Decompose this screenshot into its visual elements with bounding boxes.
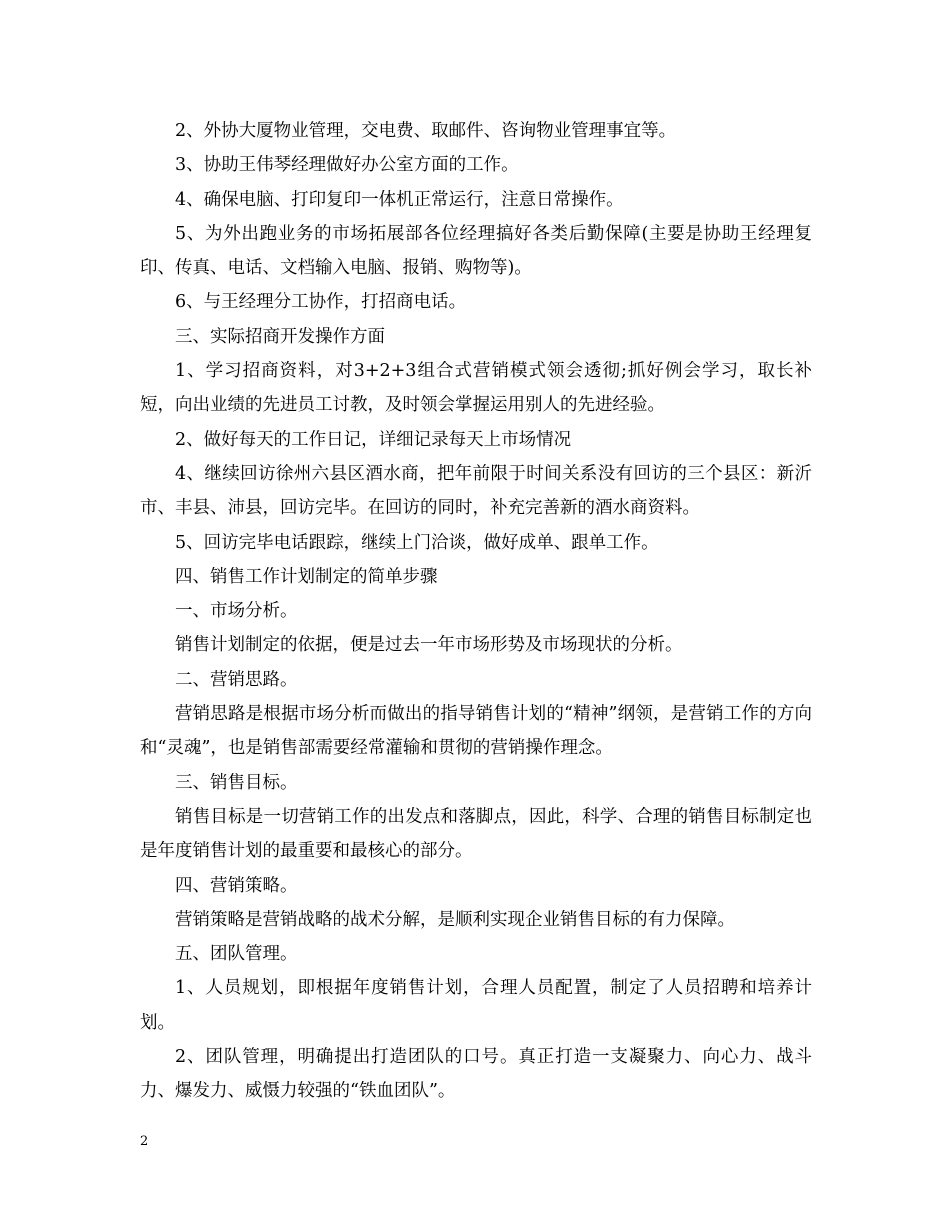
paragraph: 4、确保电脑、打印复印一体机正常运行，注意日常操作。 (175, 189, 624, 210)
subsection-heading: 一、市场分析。 (175, 601, 298, 622)
paragraph: 1、学习招商资料，对3+2+3组合式营销模式领会透彻;抓好例会学习，取长补短，向出业绩的先进员工讨教，及时领会掌握运用别人的先进经验。 (140, 361, 812, 416)
paragraph: 营销思路是根据市场分析而做出的指导销售计划的“精神”纲领，是营销工作的方向和“灵魂”，也是销售部需要经常灌输和贯彻的营销操作理念。 (140, 704, 812, 759)
paragraph: 营销策略是营销战略的战术分解，是顺利实现企业销售目标的有力保障。 (175, 909, 735, 930)
paragraph: 2、团队管理，明确提出打造团队的口号。真正打造一支凝聚力、向心力、战斗力、爆发力、威慑力较强的“铁血团队”。 (140, 1047, 812, 1102)
paragraph: 2、外协大厦物业管理，交电费、取邮件、咨询物业管理事宜等。 (175, 121, 677, 141)
paragraph: 5、为外出跑业务的市场拓展部各位经理搞好各类后勤保障(主要是协助王经理复印、传真、电话、文档输入电脑、报销、购物等)。 (140, 223, 812, 279)
document-body (140, 114, 812, 1109)
paragraph: 销售目标是一切营销工作的出发点和落脚点，因此，科学、合理的销售目标制定也是年度销售计划的最重要和最核心的部分。 (140, 806, 812, 862)
subsection-heading: 二、营销思路。 (175, 669, 298, 690)
subsection-heading: 四、营销策略。 (175, 875, 298, 896)
paragraph: 3、协助王伟琴经理做好办公室方面的工作。 (175, 155, 519, 176)
section-heading: 四、销售工作计划制定的简单步骤 (175, 566, 438, 587)
paragraph: 2、做好每天的工作日记，详细记录每天上市场情况 (175, 429, 572, 450)
paragraph: 销售计划制定的依据，便是过去一年市场形势及市场现状的分析。 (175, 635, 683, 656)
paragraph: 4、继续回访徐州六县区酒水商，把年前限于时间关系没有回访的三个县区：新沂市、丰县、沛县，回访完毕。在回访的同时，补充完善新的酒水商资料。 (140, 463, 812, 519)
section-heading: 三、实际招商开发操作方面 (175, 326, 385, 347)
page-number: 2 (140, 1134, 149, 1149)
subsection-heading: 五、团队管理。 (175, 944, 298, 965)
subsection-heading: 三、销售目标。 (175, 772, 298, 793)
paragraph: 1、人员规划，即根据年度销售计划，合理人员配置，制定了人员招聘和培养计划。 (140, 978, 812, 1033)
paragraph: 6、与王经理分工协作，打招商电话。 (175, 292, 467, 313)
paragraph: 5、回访完毕电话跟踪，继续上门洽谈，做好成单、跟单工作。 (175, 532, 659, 553)
